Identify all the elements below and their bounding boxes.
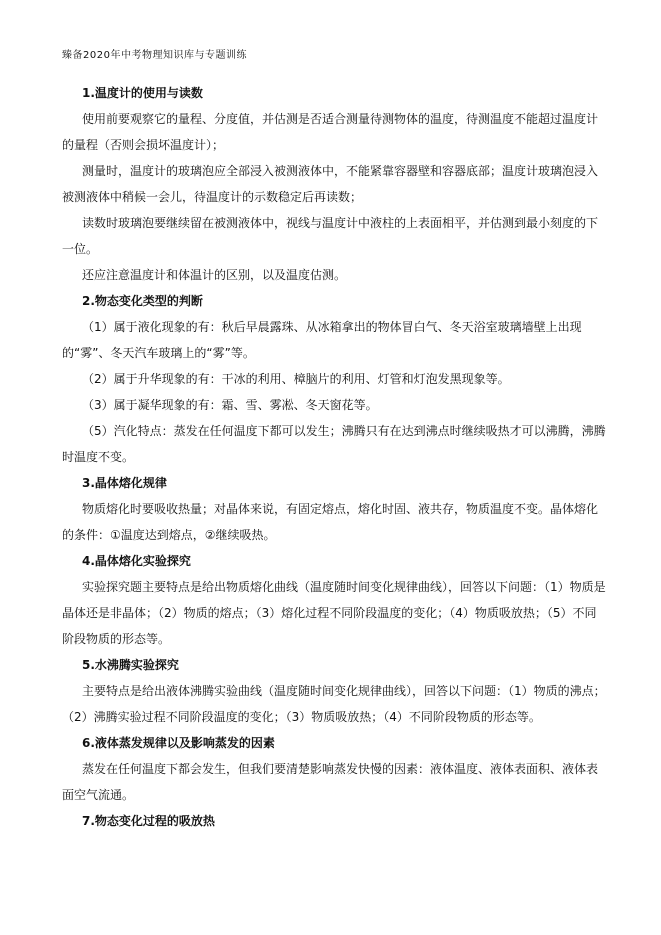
section-title: 4.晶体熔化实验探究 bbox=[82, 554, 191, 568]
paragraph: 主要特点是给出液体沸腾实验曲线（温度随时间变化规律曲线），回答以下问题：（1）物质的沸点；（2）沸腾实验过程不同阶段温度的变化；（3）物质吸放热；（4）不同阶段物质的形态等。 bbox=[62, 684, 606, 724]
section-2 bbox=[62, 288, 607, 470]
page-header: 臻备2020年中考物理知识库与专题训练 bbox=[62, 50, 247, 61]
section-3 bbox=[62, 470, 607, 548]
paragraph: （2）属于升华现象的有：干冰的利用、樟脑片的利用、灯管和灯泡发黑现象等。 bbox=[82, 372, 510, 386]
section-title: 1.温度计的使用与读数 bbox=[82, 86, 203, 100]
section-title: 5.水沸腾实验探究 bbox=[82, 658, 179, 672]
document-body bbox=[62, 80, 607, 834]
section-6 bbox=[62, 730, 607, 808]
section-1 bbox=[62, 80, 607, 288]
section-7 bbox=[62, 808, 607, 834]
paragraph: （1）属于液化现象的有：秋后早晨露珠、从冰箱拿出的物体冒白气、冬天浴室玻璃墙壁上出现的“雾”、冬天汽车玻璃上的“雾”等。 bbox=[62, 320, 582, 360]
section-5 bbox=[62, 652, 607, 730]
paragraph: 测量时，温度计的玻璃泡应全部浸入被测液体中，不能紧靠容器壁和容器底部；温度计玻璃泡浸入被测液体中稍候一会儿，待温度计的示数稳定后再读数； bbox=[62, 164, 599, 204]
paragraph: 蒸发在任何温度下都会发生，但我们要清楚影响蒸发快慢的因素：液体温度、液体表面积、液体表面空气流通。 bbox=[62, 762, 599, 802]
section-title: 3.晶体熔化规律 bbox=[82, 476, 167, 490]
section-4 bbox=[62, 548, 607, 652]
paragraph: 读数时玻璃泡要继续留在被测液体中，视线与温度计中液柱的上表面相平，并估测到最小刻度的下一位。 bbox=[62, 216, 599, 256]
paragraph: 使用前要观察它的量程、分度值，并估测是否适合测量待测物体的温度，待测温度不能超过温度计的量程（否则会损坏温度计）； bbox=[62, 112, 599, 152]
section-title: 2.物态变化类型的判断 bbox=[82, 294, 203, 308]
paragraph: （5）汽化特点：蒸发在任何温度下都可以发生；沸腾只有在达到沸点时继续吸热才可以沸腾，沸腾时温度不变。 bbox=[62, 424, 606, 464]
paragraph: （3）属于凝华现象的有：霜、雪、雾凇、冬天窗花等。 bbox=[82, 398, 378, 412]
paragraph: 还应注意温度计和体温计的区别，以及温度估测。 bbox=[82, 268, 347, 282]
section-title: 6.液体蒸发规律以及影响蒸发的因素 bbox=[82, 736, 275, 750]
section-title: 7.物态变化过程的吸放热 bbox=[82, 814, 215, 828]
paragraph: 物质熔化时要吸收热量；对晶体来说，有固定熔点，熔化时固、液共存，物质温度不变。晶体熔化的条件：①温度达到熔点，②继续吸热。 bbox=[62, 502, 599, 542]
paragraph: 实验探究题主要特点是给出物质熔化曲线（温度随时间变化规律曲线），回答以下问题：（1）物质是晶体还是非晶体；（2）物质的熔点；（3）熔化过程不同阶段温度的变化；（4）物质吸放热；（5）不同阶段物质的形态等。 bbox=[62, 580, 606, 646]
